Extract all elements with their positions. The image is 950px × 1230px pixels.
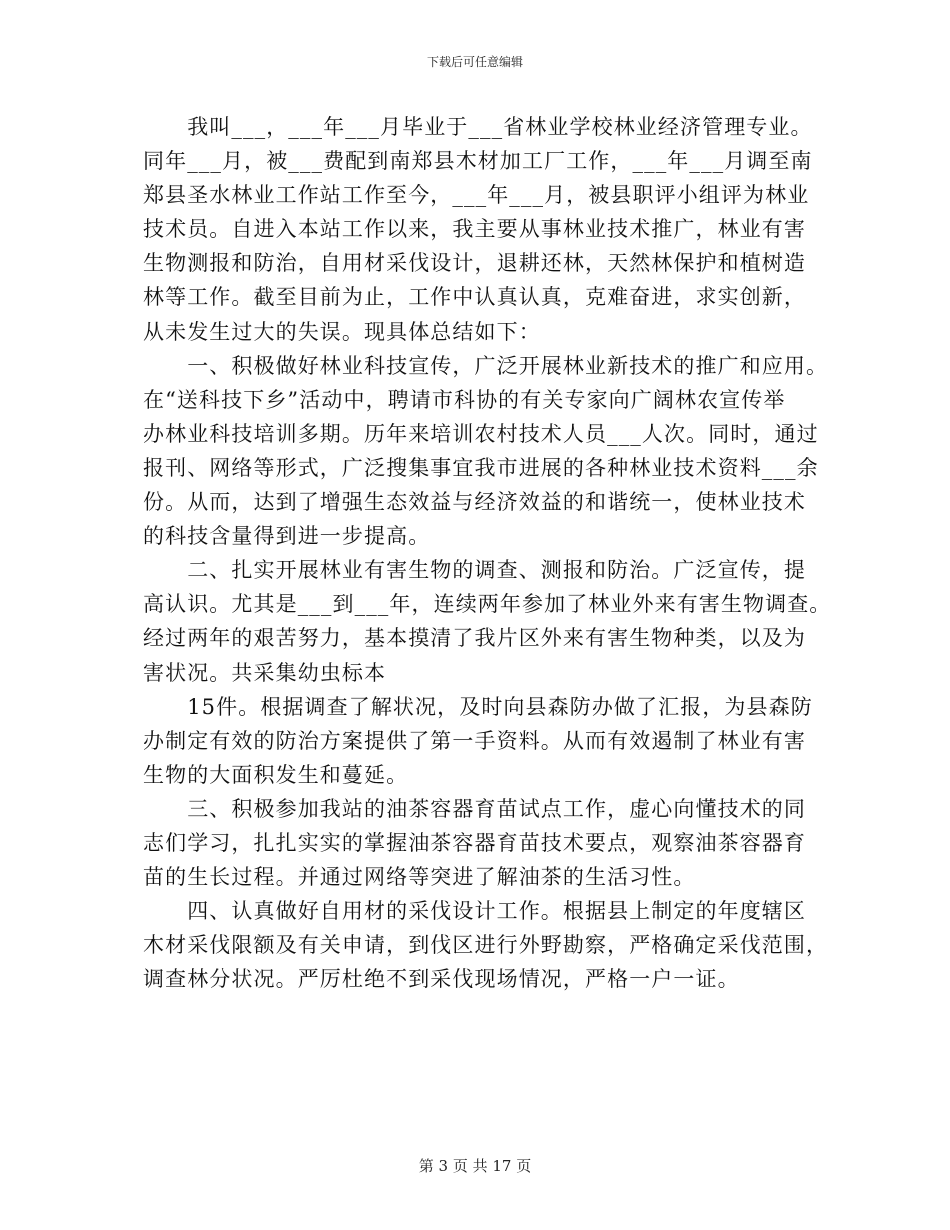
text-line: 从未发生过大的失误。现具体总结如下： xyxy=(143,319,541,344)
text-line: 调查林分状况。严厉杜绝不到采伐现场情况，严格一户一证。 xyxy=(143,967,740,992)
text-line: 二、扎实开展林业有害生物的调查、测报和防治。广泛宣传，提 xyxy=(143,558,806,583)
text-line: 办林业科技培训多期。历年来培训农村技术人员___人次。同时，通过 xyxy=(143,421,819,446)
text-line: 在“送科技下乡”活动中，聘请市科协的有关专家向广阔林农宣传举 xyxy=(143,387,786,412)
page-header: 下载后可任意编辑 xyxy=(426,55,523,69)
text-line: 同年___月，被___费配到南郑县木材加工厂工作，___年___月调至南 xyxy=(143,149,813,174)
text-line: 木材采伐限额及有关申请，到伐区进行外野勘察，严格确定采伐范围， xyxy=(143,933,829,958)
text-line: 生物测报和防治，自用材采伐设计，退耕还林，天然林保护和植树造 xyxy=(143,251,806,276)
text-line: 的科技含量得到进一步提高。 xyxy=(143,524,431,549)
text-line: 办制定有效的防治方案提供了第一手资料。从而有效遏制了林业有害 xyxy=(143,728,806,753)
text-line: 份。从而，达到了增强生态效益与经济效益的和谐统一，使林业技术 xyxy=(143,490,806,515)
body-text xyxy=(143,110,832,996)
text-line: 苗的生长过程。并通过网络等突进了解油茶的生活习性。 xyxy=(143,865,696,890)
text-line: 志们学习，扎扎实实的掌握油茶容器育苗技术要点，观察油茶容器育 xyxy=(143,830,806,855)
text-line: 害状况。共采集幼虫标本 xyxy=(143,660,387,685)
page-footer: 第 3 页 共 17 页 xyxy=(418,1157,532,1175)
text-line: 一、积极做好林业科技宣传，广泛开展林业新技术的推广和应用。 xyxy=(143,353,829,378)
text-line: 报刊、网络等形式，广泛搜集事宜我市进展的各种林业技术资料___余 xyxy=(143,455,819,480)
text-line: 生物的大面积发生和蔓延。 xyxy=(143,762,409,787)
text-line: 我叫___，___年___月毕业于___省林业学校林业经济管理专业。 xyxy=(143,115,813,139)
text-line: 林等工作。截至目前为止，工作中认真认真，克难奋进，求实创新， xyxy=(143,285,806,310)
text-line: 经过两年的艰苦努力，基本摸清了我片区外来有害生物种类，以及为 xyxy=(143,626,806,651)
text-line: 三、积极参加我站的油茶容器育苗试点工作，虚心向懂技术的同 xyxy=(143,796,806,821)
text-line: 技术员。自进入本站工作以来，我主要从事林业技术推广，林业有害 xyxy=(143,217,806,242)
text-line: 高认识。尤其是___到___年，连续两年参加了林业外来有害生物调查。 xyxy=(143,592,832,617)
text-line: 四、认真做好自用材的采伐设计工作。根据县上制定的年度辖区 xyxy=(143,899,806,924)
text-line: 15件。根据调查了解状况，及时向县森防办做了汇报，为县森防 xyxy=(143,694,813,719)
text-line: 郑县圣水林业工作站工作至今，___年___月，被县职评小组评为林业 xyxy=(143,183,810,208)
